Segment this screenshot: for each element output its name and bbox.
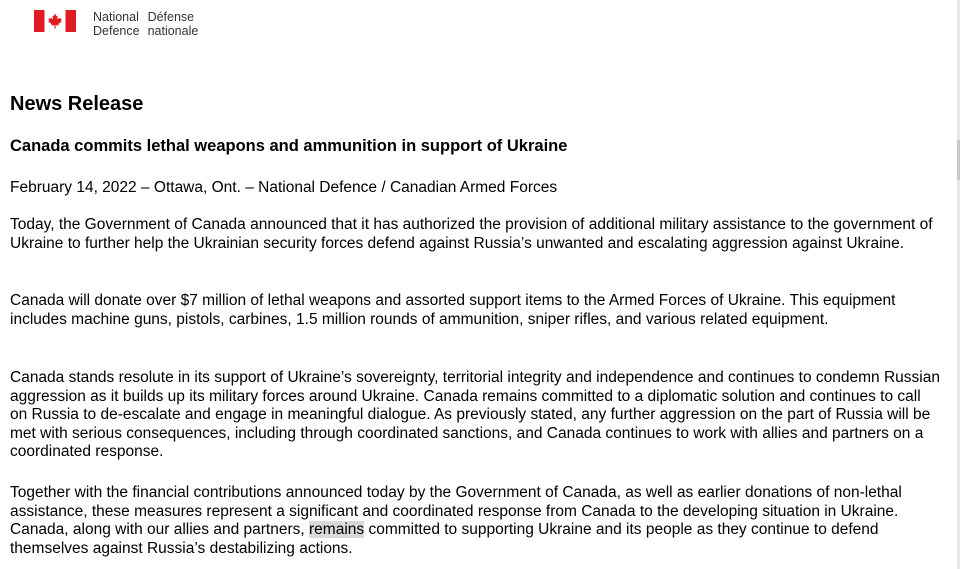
wordmark-defense: Défense [147, 10, 195, 24]
wordmark-defence: Defence [93, 24, 140, 38]
wordmark-nationale: nationale [147, 24, 199, 38]
canada-flag-icon [34, 10, 76, 32]
paragraph-2: Canada will donate over $7 million of lethal weapons and assorted support items to the Armed Forces of Ukraine. This equipment includes machine guns, pistols, carbines, 1.5 million rounds of ammunition, sniper rifles, and various related equipment. [10, 292, 896, 328]
paragraph-1: Today, the Government of Canada announced that it has authorized the provision of additional military assistance to the government of Ukraine to further help the Ukrainian security forces defend against Russia’s unwanted and escalating aggression against Ukraine. [10, 216, 933, 252]
paragraph-3: Canada stands resolute in its support of Ukraine’s sovereignty, territorial integrity and independence and continues to condemn Russian aggression as it builds up its military forces around Ukraine. Canada remains committed to a diplomatic solution and continues to call on Russia to de-escalate and engage in meaningful dialogue. As previously stated, any further aggression on the part of Russia will be met with serious consequences, including through coordinated sanctions, and Canada continues to work with allies and partners on a coordinated response. [10, 369, 940, 460]
highlighted-word[interactable]: remains [309, 521, 365, 538]
paragraph-4-text-after: committed to supporting Ukraine and its people as they continue to defend themselves against Russia’s destabilizing actions. [10, 521, 879, 557]
department-wordmark [93, 10, 198, 38]
release-title: Canada commits lethal weapons and ammunition in support of Ukraine [10, 137, 568, 155]
news-release-body [10, 92, 945, 557]
wordmark-national: National [93, 10, 139, 24]
paragraph-4-text-before: Together with the financial contributions announced today by the Government of Canada, as well as earlier donations of non-lethal assistance, these measures represent a significant and coordinated response from Canada to the developing situation in Ukraine. Canada, along with our allies and partners, [10, 484, 902, 538]
paragraph-4 [10, 484, 942, 558]
release-dateline: February 14, 2022 – Ottawa, Ont. – National Defence / Canadian Armed Forces [10, 179, 558, 196]
release-type-heading: News Release [10, 93, 144, 115]
government-header [34, 10, 198, 40]
